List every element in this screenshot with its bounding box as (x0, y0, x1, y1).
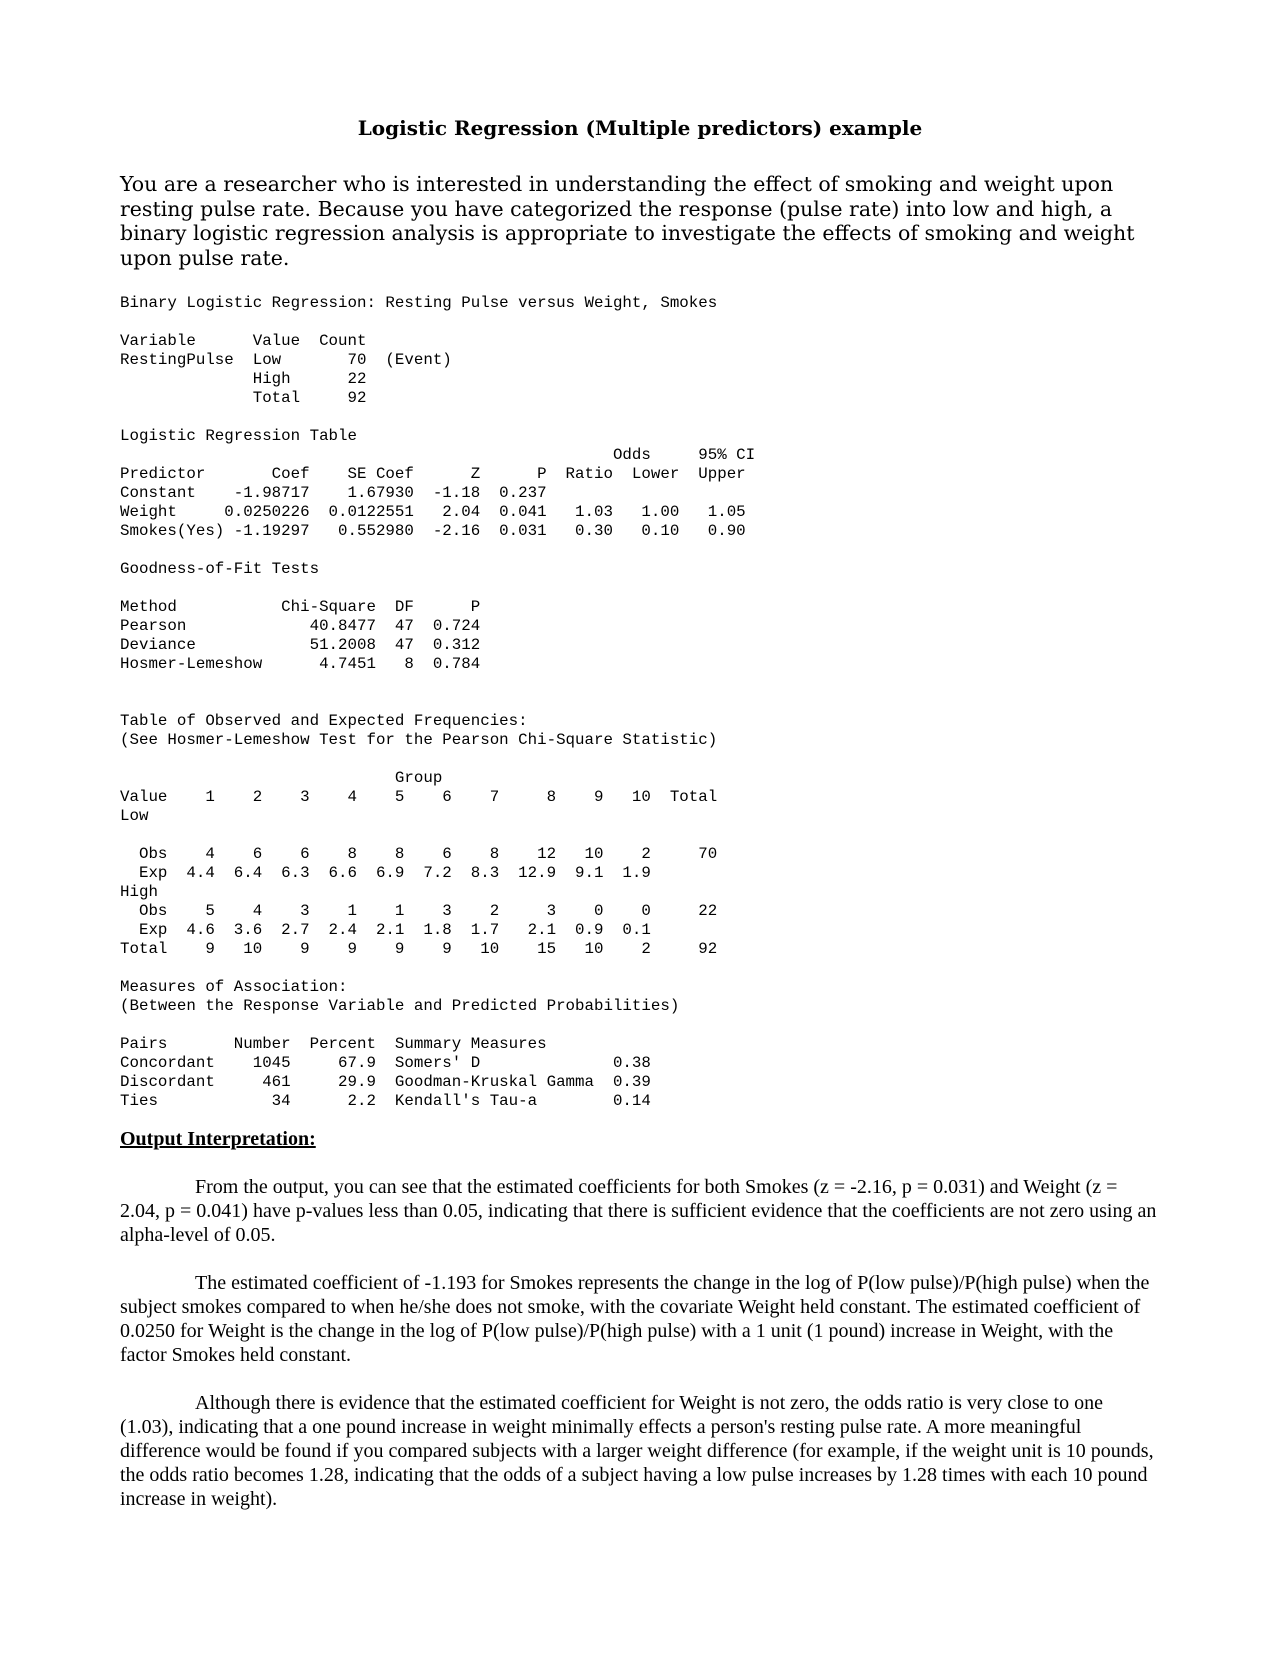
interpretation-paragraph: Although there is evidence that the estimated coefficient for Weight is not zero, the odds ratio is very close to one (1.03), indicating that a one pound increase in weight minimally effects a person's resting pulse rate. A more meaningful difference would be found if you compared subjects with a larger weight difference (for example, if the weight unit is 10 pounds, the odds ratio becomes 1.28, indicating that the odds of a subject having a low pulse increases by 1.28 times with each 10 pound increase in weight). (120, 1392, 1154, 1510)
intro-paragraph: You are a researcher who is interested in understanding the effect of smoking and weight upon resting pulse rate. Because you have categorized the response (pulse rate) into low and high, a binary logistic regression analysis is appropriate to investigate the effects of smoking and weight upon pulse rate. (120, 172, 1135, 270)
interpretation-body (120, 1175, 1160, 1535)
freq-title: Table of Observed and Expected Frequencies: (See Hosmer-Lemeshow Test for the Pearson Chi-Square Statistic) (120, 712, 718, 749)
logistic-regression-table: Odds 95% CI Predictor Coef SE Coef Z P Ratio Lower Upper Constant -1.98717 1.67930 -1.18 0.237 Weight 0.0250226 0.0122551 2.04 0.041 1.03 1.00 1.05 Smokes(Yes) -1.19297 0.552980 -2.16 0.031 0.30 0.10 0.90 (120, 446, 756, 540)
observed-expected-table: Group Value 1 2 3 4 5 6 7 8 9 10 Total Low Obs 4 6 6 8 8 6 8 12 10 2 70 Exp 4.4 6.4 6.3 6.6 6.9 7.2 8.3 12.9 9.1 1.9 High Obs 5 4 3 1 1 3 2 3 0 0 22 Exp 4.6 3.6 2.7 2.4 2.1 1.8 1.7 2.1 0.9 0.1 Total 9 10 9 9 9 9 10 15 10 2 92 (120, 769, 718, 958)
output-header: Binary Logistic Regression: Resting Pulse versus Weight, Smokes (120, 294, 718, 312)
association-table: Pairs Number Percent Summary Measures Concordant 1045 67.9 Somers' D 0.38 Discordant 461 29.9 Goodman-Kruskal Gamma 0.39 Ties 34 2.2 Kendall's Tau-a 0.14 (120, 1035, 651, 1110)
minitab-output (120, 294, 755, 1111)
interpretation-paragraph: The estimated coefficient of -1.193 for Smokes represents the change in the log of P(low pulse)/P(high pulse) when the subject smokes compared to when he/she does not smoke, with the covariate Weight held constant. The estimated coefficient of 0.0250 for Weight is the change in the log of P(low pulse)/P(high pulse) with a 1 unit (1 pound) increase in Weight, with the factor Smokes held constant. (120, 1272, 1150, 1366)
association-title: Measures of Association: (Between the Response Variable and Predicted Probabilities) (120, 978, 680, 1015)
document-title: Logistic Regression (Multiple predictors) example (357, 116, 923, 140)
interpretation-paragraph: From the output, you can see that the estimated coefficients for both Smokes (z = -2.16, p = 0.031) and Weight (z = 2.04, p = 0.041) have p-values less than 0.05, indicating that there is sufficient evidence that the coefficients are not zero using an alpha-level of 0.05. (120, 1176, 1157, 1246)
response-info-table: Variable Value Count RestingPulse Low 70 (Event) High 22 Total 92 (120, 332, 452, 407)
logistic-table-title: Logistic Regression Table (120, 427, 357, 445)
gof-title: Goodness-of-Fit Tests (120, 560, 320, 578)
interpretation-heading: Output Interpretation: (120, 1128, 316, 1150)
gof-table: Method Chi-Square DF P Pearson 40.8477 47 0.724 Deviance 51.2008 47 0.312 Hosmer-Lemeshow 4.7451 8 0.784 (120, 598, 481, 673)
